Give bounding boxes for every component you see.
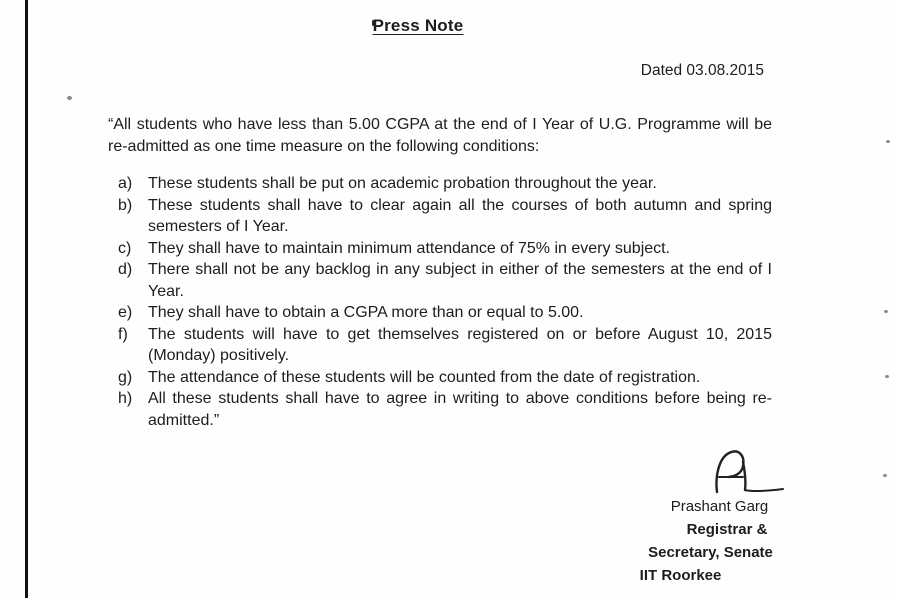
- list-item-label: b): [118, 196, 133, 214]
- list-item-text: These students shall have to clear again all the courses of both autumn and spring semesters of I Year.: [148, 196, 772, 235]
- list-item-text: The attendance of these students will be counted from the date of registration.: [148, 368, 701, 386]
- list-item-label: c): [118, 239, 132, 257]
- scan-artifact-left-line: [25, 0, 28, 598]
- list-item: [108, 173, 772, 195]
- page-title: [64, 16, 772, 36]
- page-title-text: Press Note: [372, 16, 464, 35]
- signatory-name: Prashant Garg: [670, 498, 769, 515]
- scan-speck: [884, 310, 888, 313]
- intro-paragraph: “All students who have less than 5.00 CGPA at the end of I Year of U.G. Programme will be re-admitted as one time measure on the following conditions:: [108, 116, 772, 155]
- list-item-label: g): [118, 368, 133, 386]
- list-item-text: They shall have to obtain a CGPA more than or equal to 5.00.: [148, 304, 584, 321]
- list-item-label: h): [118, 390, 133, 407]
- list-item-label: a): [118, 175, 133, 192]
- document-content: [108, 16, 772, 431]
- list-item: [108, 195, 772, 238]
- list-item-text: All these students shall have to agree in writing to above conditions before being re-admitted.”: [148, 390, 772, 429]
- list-item: [108, 324, 772, 367]
- scan-speck: [886, 140, 890, 143]
- list-item-label: d): [118, 261, 133, 278]
- list-item: [108, 238, 772, 260]
- signature-block: [612, 448, 797, 584]
- document-date: Dated 03.08.2015: [640, 62, 764, 79]
- scan-speck: [883, 474, 887, 477]
- signatory-designation: Registrar &: [686, 521, 768, 538]
- list-item-text: The students will have to get themselves registered on or before August 10, 2015 (Monday) positively.: [148, 325, 772, 364]
- list-item-label: e): [118, 304, 133, 321]
- handwritten-signature: [709, 448, 787, 496]
- signatory-organization: IIT Roorkee: [639, 567, 722, 584]
- list-item: [108, 302, 772, 324]
- list-item-text: There shall not be any backlog in any subject in either of the semesters at the end of I Year.: [148, 261, 772, 300]
- scan-speck: [885, 375, 889, 378]
- list-item-label: f): [118, 325, 128, 343]
- list-item: [108, 388, 772, 431]
- list-item-text: They shall have to maintain minimum attendance of 75% in every subject.: [148, 239, 671, 257]
- list-item: [108, 367, 772, 389]
- list-item: [108, 259, 772, 302]
- list-item-text: These students shall be put on academic probation throughout the year.: [148, 175, 657, 192]
- scan-speck: [67, 96, 72, 100]
- signatory-designation: Secretary, Senate: [648, 544, 773, 561]
- conditions-list: [108, 173, 772, 431]
